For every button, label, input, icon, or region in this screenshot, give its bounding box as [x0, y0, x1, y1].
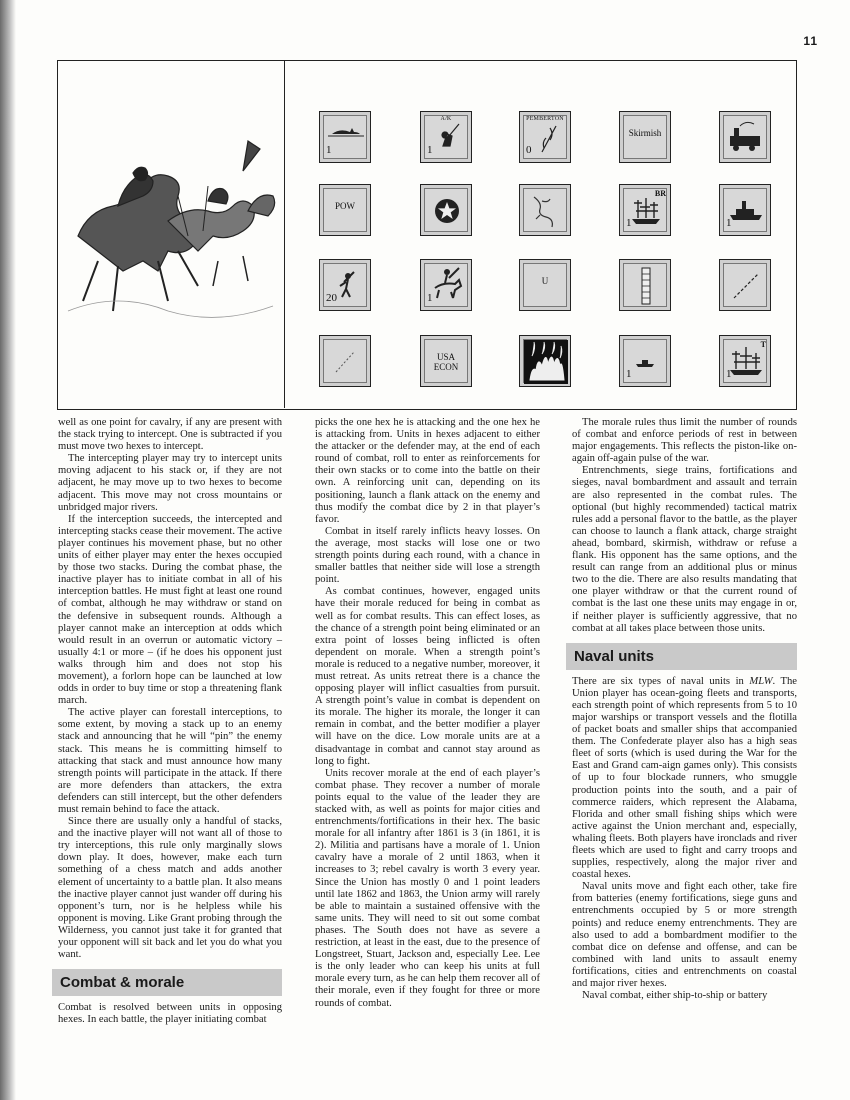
game-counter: [519, 111, 571, 163]
page-number: 11: [803, 34, 818, 48]
text-run: There are six types of naval units in: [572, 675, 750, 687]
fortification-icon: [620, 260, 672, 312]
paragraph: The intercepting player may try to intercept units moving adjacent to his stack or, if they are not adjacent, he may move up to two hexes to become adjacent. This move may not cross mountains or unbridged major rivers.: [58, 453, 282, 513]
paragraph: Entrenchments, siege trains, fortifications and sieges, naval bombardment and assault and terrain are also represented in the combat rules. The optional (but highly recommended) tactical matrix rules add a personal flavor to the battle, as the player can choose to launch a flank attack, charge straight ahead, bombard, skirmish, withdraw or refuse a flank. His opponent has the same options, and the result can range from an additional plus or minus two to the die. There are also results mandating that one player withdraw or that the current round of combat is the last one these units may engage in or, if neither player is sufficiently aggressive, that no combat at all takes place between those units.: [572, 465, 797, 634]
paragraph: Since there are usually only a handful of stacks, and the inactive player will not want all of those to try interceptions, this rule only marginally slows down play. It does, however, make each turn something of a chess match and adds another element of uncertainty to a battle plan. It also means the inactive player cannot just wander off during his opponent’s turn, nor is he helpless while his opponent is moving. Like Grant probing through the Wilderness, you cannot just take it for granted that your opponent will sit back and let you do what you want.: [58, 816, 282, 961]
ironclad-icon: [720, 185, 772, 237]
counter-strength-number: 1: [427, 144, 433, 156]
railroad-line-icon: [720, 260, 772, 312]
paragraph: The morale rules thus limit the number of rounds of combat and enforce periods of rest in between major engagements. This reflects the piston-like on-again off-again pulse of the war.: [572, 417, 797, 465]
infantry-icon: [320, 260, 372, 312]
text-column-1: [58, 417, 282, 1026]
game-counter: [519, 259, 571, 311]
counter-leader-label: PEMBERTON: [526, 116, 564, 122]
fire-icon: [520, 336, 572, 388]
counter-strength-number: 1: [726, 368, 732, 380]
counter-strength-number: 1: [427, 292, 433, 304]
paragraph: Units recover morale at the end of each player’s combat phase. They recover a number of morale points equal to the value of the leader they are stacked with, as well as points for major cities and entrenchments/fortifications in their hex. The basic morale for all infantry after 1861 is 3 (in 1861, it is 2). Militia and partisans have a morale of 1. Union cavalry have a morale of 2 until 1863, when it increases to 3; rebel cavalry is worth 3 every year. Since the Union has mostly 0 and 1 point leaders until late 1862 and 1863, the Union army will rarely be able to maintain a sustained offensive with the same units. They will need to sit out some combat phases. The South does not have as severe a restriction, at least in the east, due to the presence of Longstreet, Stuart, Jackson and, especially Lee. Lee is the only leader who can keep his units at full morale every turn, as he can help them recover all of their morale, even if they fought for three or more rounds of combat.: [315, 767, 540, 1009]
text-run: . The Union player has ocean-going fleets and transports, each strength point of which represents from 5 to 10 major warships or transport vessels and the flotilla of packet boats and smaller ships that accompanied them. The Confederate player also has a high seas fleet of sorts (which is used during the War for the East and Grand cam-aign games only). This consists of up to four blockade runners, who smuggle production points into the south, and a pair of commerce raiders, which represent the Alabama, Florida and other small fishing ships which were active against the Union merchant and, especially, whaling fleets. Both players have ironclads and river fleets which are used to fight and carry troops and supplies, respectively, along the major river and coastal hexes.: [572, 675, 798, 881]
game-counter: [719, 259, 771, 311]
paragraph: well as one point for cavalry, if any are present with the stack trying to intercept. One is subtracted if you must move two hexes to intercept.: [58, 417, 282, 453]
paragraph: Combat in itself rarely inflicts heavy losses. On the average, most stacks will lose one or two strength points during each round, with a chance in smaller battles that neither side will lose a strength point.: [315, 525, 540, 586]
text-column-2: [315, 417, 540, 1010]
counter-leader-label: A/K: [440, 116, 452, 122]
game-counter: [420, 111, 472, 163]
counter-strength-number: 1: [626, 217, 632, 229]
paragraph: As combat continues, however, engaged units have their morale reduced for being in combat as well as for combat results. This can effect loses, as the chance of a strength point being eliminated or an extra point of losses being inflicted is often dependent on morale. When a strength point’s morale is reduced to a negative number, moreover, it must retreat. As units retreat there is a chance the opposing player will inflict casualties from pursuit. A strength point’s value in combat is dependent on its morale. The higher its morale, the longer it can remain in combat, and the better modifier a player will have on the dice. Low morale units are at a disadvantage in combat and cannot stay around as long to fight.: [315, 586, 540, 767]
cavalry-icon: [421, 260, 473, 312]
game-counter: [619, 259, 671, 311]
game-counter: [319, 111, 371, 163]
paragraph: If the interception succeeds, the intercepted and intercepting stacks cease their movement. The active player continues his movement phase, but no other units of either player may enter the hexes occupied by those two stacks. During the combat phase, the inactive player has to initiate combat in all of his interception battles. He must fight at least one round of combat, although he may withdraw or stand on the defensive in subsequent rounds. Although a player cannot make an interception at odds which would result in an overrun or automatic victory – usually 4:1 or more – (if he does his opponent just walks through him and does not stop his movement), a forlorn hope can be launched at low odds in order to buy time or stop a threatening flank march.: [58, 513, 282, 707]
map-river-icon: [520, 185, 572, 237]
game-title-abbrev: MLW: [749, 675, 773, 687]
counter-text: U: [541, 276, 549, 286]
counter-type-tag: BR: [654, 189, 666, 198]
counter-strength-number: 1: [626, 368, 632, 380]
game-counter: [619, 335, 671, 387]
counter-text: Skirmish: [628, 128, 662, 138]
counter-strength-number: 1: [326, 144, 332, 156]
train-icon: [720, 112, 772, 164]
figure-panel: [57, 60, 797, 410]
river-unit-icon: [320, 112, 372, 164]
counter-strength-number: 1: [726, 217, 732, 229]
game-counter: [619, 184, 671, 236]
game-counter: [319, 259, 371, 311]
section-heading-combat-morale: Combat & morale: [52, 969, 282, 996]
star-emblem-icon: [421, 185, 473, 237]
paragraph: Naval units move and fight each other, take fire from batteries (enemy fortifications, siege guns and entrenchments occupied by 5 or more strength points) and reduce enemy entrenchments. They are also used to add a bombardment modifier to the combat dice on defense and offense, and can be combined with land units to assault enemy fortifications, cities and entrenchments on coastal and major river hexes.: [572, 881, 797, 990]
gunboat-icon: [620, 336, 672, 388]
paragraph: Naval combat, either ship-to-ship or battery: [582, 990, 768, 1002]
game-counter: [420, 335, 472, 387]
game-counter: [719, 184, 771, 236]
counter-strength-number: 0: [526, 144, 532, 156]
rail-track-icon: [320, 336, 372, 388]
counter-type-tag: T: [760, 340, 766, 349]
game-counter: [519, 184, 571, 236]
counter-grid: [286, 61, 796, 409]
game-counter: [319, 335, 371, 387]
section-heading-naval-units: Naval units: [566, 643, 797, 670]
game-counter: [619, 111, 671, 163]
game-counter: [719, 111, 771, 163]
paragraph: picks the one hex he is attacking and the one hex he is attacking from. Units in hexes adjacent to either the attacker or the defender may, at the end of each round of combat, roll to enter as reinforcements for their own stacks or to come into the battle on their own. A reinforcing unit can, depending on its positioning, launch a flank attack on the enemy and thus modify the combat dice by 2 in that player’s favor.: [315, 417, 540, 525]
paragraph: The active player can forestall interceptions, to some extent, by moving a stack up to an enemy stack and announcing that he will “pin” the enemy stack. This means he is committing himself to attacking that stack and must announce how many strength points will participate in the attack. If there are more defenders than attackers, the extra defenders can still intercept, but the other defenders must remain behind to face the attack.: [58, 707, 282, 815]
counter-strength-number: 20: [326, 292, 337, 304]
paragraph: [572, 676, 797, 882]
game-counter: [319, 184, 371, 236]
cavalry-illustration: [58, 61, 285, 408]
game-counter: [719, 335, 771, 387]
game-counter: [420, 259, 472, 311]
counter-text: POW: [335, 201, 355, 211]
paragraph: Combat is resolved between units in opposing hexes. In each battle, the player initiating combat: [58, 1002, 282, 1026]
page-binding-shadow: [0, 0, 16, 1100]
text-column-3: [572, 417, 797, 1002]
game-counter: [519, 335, 571, 387]
counter-text: USA ECON: [433, 352, 459, 372]
game-counter: [420, 184, 472, 236]
